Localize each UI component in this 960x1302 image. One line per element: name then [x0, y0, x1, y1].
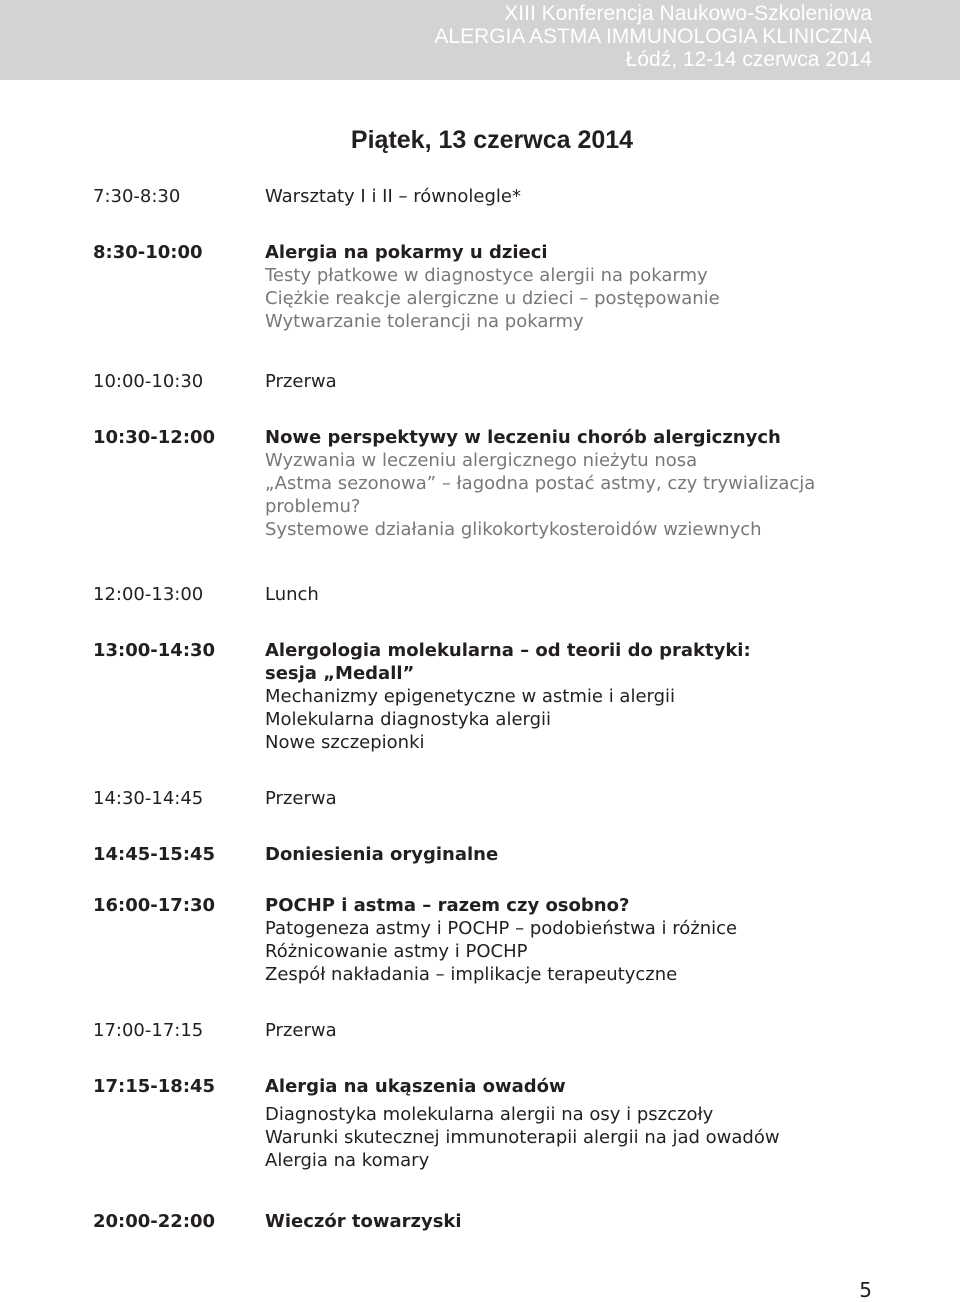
- session-time: 7:30-8:30: [93, 186, 181, 207]
- session-topic: Ciężkie reakcje alergiczne u dzieci – postępowanie: [265, 288, 720, 309]
- session-topic: Wyzwania w leczeniu alergicznego nieżytu nosa: [265, 450, 698, 471]
- schedule-row: [93, 843, 893, 866]
- session-title: Nowe perspektywy w leczeniu chorób alergicznych: [265, 427, 781, 448]
- schedule-row: [93, 787, 893, 810]
- schedule: [93, 185, 893, 1233]
- session-topic: Nowe szczepionki: [265, 732, 425, 753]
- conference-name: XIII Konferencja Naukowo-Szkoleniowa: [504, 2, 872, 25]
- session-content: [265, 185, 893, 208]
- session-title: POCHP i astma – razem czy osobno?: [265, 895, 630, 916]
- session-topic: Alergia na komary: [265, 1150, 430, 1171]
- session-title: Przerwa: [265, 1020, 337, 1041]
- session-time: 17:15-18:45: [93, 1076, 216, 1097]
- session-topic: Mechanizmy epigenetyczne w astmie i alergii: [265, 686, 676, 707]
- session-title: Alergia na ukąszenia owadów: [265, 1076, 566, 1097]
- session-title: Wieczór towarzyski: [265, 1211, 462, 1232]
- session-topic: „Astma sezonowa” – łagodna postać astmy, czy trywializacja problemu?: [265, 473, 816, 517]
- schedule-row: [93, 583, 893, 606]
- session-time: 14:45-15:45: [93, 844, 216, 865]
- session-title: Przerwa: [265, 788, 337, 809]
- schedule-row: [93, 185, 893, 208]
- session-content: [265, 426, 893, 541]
- conference-header: [434, 2, 872, 71]
- session-time: 12:00-13:00: [93, 584, 204, 605]
- session-time: 13:00-14:30: [93, 640, 216, 661]
- session-topic: Różnicowanie astmy i POCHP: [265, 941, 528, 962]
- schedule-row: [93, 241, 893, 333]
- session-title: Lunch: [265, 584, 319, 605]
- session-topic: Molekularna diagnostyka alergii: [265, 709, 552, 730]
- session-content: [265, 843, 893, 866]
- schedule-row: [93, 370, 893, 393]
- session-time: 10:30-12:00: [93, 427, 216, 448]
- session-content: [265, 370, 893, 393]
- page-title: Piątek, 13 czerwca 2014: [350, 126, 634, 154]
- session-content: [265, 583, 893, 606]
- session-topic: Wytwarzanie tolerancji na pokarmy: [265, 311, 584, 332]
- session-content: [265, 787, 893, 810]
- session-time: 8:30-10:00: [93, 242, 203, 263]
- page-number: 5: [859, 1278, 872, 1302]
- schedule-row: [93, 426, 893, 541]
- session-topic: Diagnostyka molekularna alergii na osy i pszczoły: [265, 1104, 714, 1125]
- session-title: Alergia na pokarmy u dzieci: [265, 242, 548, 263]
- session-content: [265, 894, 893, 986]
- session-title: Warsztaty I i II – równolegle*: [265, 186, 521, 207]
- conference-subtitle: ALERGIA ASTMA IMMUNOLOGIA KLINICZNA: [434, 25, 872, 48]
- session-topic: Systemowe działania glikokortykosteroidów wziewnych: [265, 519, 762, 540]
- session-time: 20:00-22:00: [93, 1211, 216, 1232]
- session-content: [265, 1075, 893, 1172]
- session-topic: Zespół nakładania – implikacje terapeutyczne: [265, 964, 678, 985]
- session-topic: Testy płatkowe w diagnostyce alergii na pokarmy: [265, 265, 708, 286]
- schedule-row: [93, 894, 893, 986]
- schedule-row: [93, 639, 893, 754]
- session-time: 16:00-17:30: [93, 895, 216, 916]
- session-topic: Warunki skutecznej immunoterapii alergii na jad owadów: [265, 1127, 780, 1148]
- session-time: 14:30-14:45: [93, 788, 204, 809]
- session-content: [265, 639, 893, 754]
- session-time: 10:00-10:30: [93, 371, 204, 392]
- session-title: Alergologia molekularna – od teorii do praktyki: sesja „Medall”: [265, 640, 751, 684]
- session-content: [265, 1019, 893, 1042]
- session-title: Doniesienia oryginalne: [265, 844, 499, 865]
- session-topic: Patogeneza astmy i POCHP – podobieństwa i różnice: [265, 918, 738, 939]
- schedule-row: [93, 1210, 893, 1233]
- schedule-row: [93, 1075, 893, 1172]
- session-time: 17:00-17:15: [93, 1020, 204, 1041]
- conference-date-place: Łódź, 12-14 czerwca 2014: [625, 48, 872, 71]
- schedule-row: [93, 1019, 893, 1042]
- session-title: Przerwa: [265, 371, 337, 392]
- session-content: [265, 1210, 893, 1233]
- session-content: [265, 241, 893, 333]
